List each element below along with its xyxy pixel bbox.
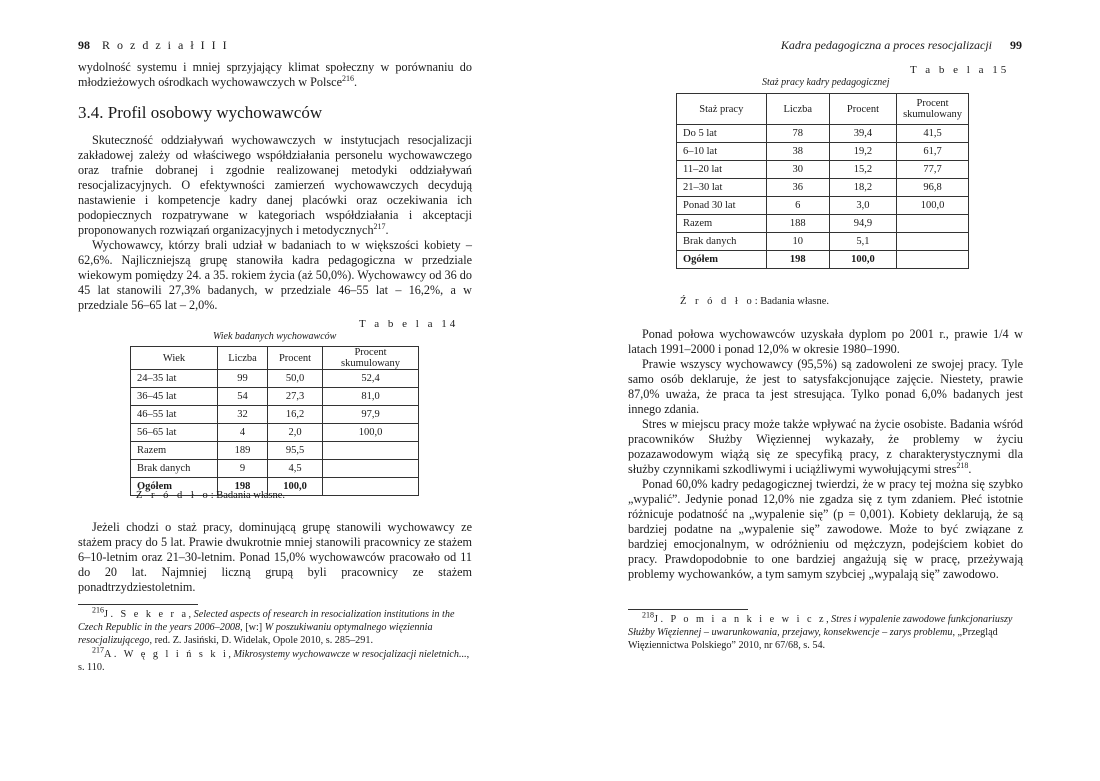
cell: 198 xyxy=(218,478,268,496)
table-row xyxy=(677,179,969,197)
col-header: Liczba xyxy=(218,347,268,370)
footnote-text: , [w:] xyxy=(240,622,265,633)
cell: Ogółem xyxy=(131,478,218,496)
table-15-caption: Staż pracy kadry pedagogicznej xyxy=(762,77,890,88)
footnote-218: $^{218}$J. P o m i a n k i e w i c z, Stres i wypalenie zawodowe funkcjonariuszy Służby Więziennej – uwarunkowania, przejawy, konsekwencje – zarys problemu, „Przegląd Więziennictwa Polskiego” 2010, nr 67/68, s. 54. xyxy=(628,610,1013,651)
cell: 24–35 lat xyxy=(131,370,218,388)
paragraph-2: Wychowawcy, którzy brali udział w badaniach to w większości kobiety – 62,6%. Najliczniejszą grupę stanowiła kadra pedagogiczna w przedziale wiekowym pomiędzy 24. a 35. rokiem życia (aż 50,0%). Wychowawcy od 36 do 45 lat stanowili 27,3% badanych, w przedziale 46–55 lat – 16,2%, a w przedziale 56–65 lat – 2,0%. xyxy=(78,238,472,312)
cell: Ponad 30 lat xyxy=(677,197,767,215)
table-header-row xyxy=(677,94,969,125)
source-label: Ź r ó d ł o xyxy=(136,490,211,501)
cell: 189 xyxy=(218,442,268,460)
table-14-source xyxy=(136,490,285,501)
cell: Brak danych xyxy=(677,233,767,251)
table-15-source xyxy=(680,296,829,307)
paragraph-3: Jeżeli chodzi o staż pracy, dominującą grupę stanowili wychowawcy ze stażem pracy do 5 lat. Prawie dwukrotnie mniej stanowili pracownicy ze stażem 6–10-letnim oraz 21–30-letnim. Ponad 15,0% wychowawców pracowało od 11 do 20 lat. Najmniej liczną grupą byli pracownicy ze stażem ponadtrzydziestoletnim. xyxy=(78,520,472,594)
cell: 100,0 xyxy=(268,478,323,496)
cell: 52,4 xyxy=(323,370,419,388)
cell: Do 5 lat xyxy=(677,125,767,143)
cell: 50,0 xyxy=(268,370,323,388)
cell xyxy=(897,251,969,269)
cell: 6 xyxy=(766,197,829,215)
col-header: Liczba xyxy=(766,94,829,125)
section-title: 3.4. Profil osobowy wychowawców xyxy=(78,103,323,122)
cell xyxy=(897,215,969,233)
cell: 99 xyxy=(218,370,268,388)
cell: Razem xyxy=(131,442,218,460)
running-header-title: Kadra pedagogiczna a proces resocjalizacji xyxy=(780,38,992,52)
table-row xyxy=(131,406,419,424)
left-body-text xyxy=(78,133,472,313)
footnote-ref-218[interactable]: 218 xyxy=(956,460,969,470)
footnote-number: 217 xyxy=(92,645,104,655)
cell: 18,2 xyxy=(829,179,896,197)
source-text: : Badania własne. xyxy=(210,490,286,501)
cell: 27,3 xyxy=(268,388,323,406)
footnote-book: W poszukiwaniu optymalnego więziennia resocjalizującego xyxy=(78,622,433,646)
right-footnotes xyxy=(628,610,1023,653)
cell xyxy=(323,478,419,496)
right-body-text xyxy=(628,327,1023,582)
cell: 188 xyxy=(766,215,829,233)
cell: 16,2 xyxy=(268,406,323,424)
cell: 78 xyxy=(766,125,829,143)
footnote-title: Selected aspects of research in resocialization institutions in the Czech Republic in the years 2006–2008 xyxy=(78,609,455,633)
footnote-number: 216 xyxy=(92,605,104,615)
cell: 36–45 lat xyxy=(131,388,218,406)
paragraph-3: Stres w miejscu pracy może także wpływać na życie osobiste. Badania wśród pracowników Służby Więziennej wykazały, że problemy w życiu pozazawodowym wiążą się ze specyfiką pracy, z charakterystycznymi dla służby czynnikami szkodliwymi i uciążliwymi wywołującymi stres xyxy=(628,417,1023,476)
paragraph-4: Ponad 60,0% kadry pedagogicznej twierdzi, że w pracy tej można się szybko „wypalić”. Jedynie ponad 12,0% nie zgadza się z tym zdaniem. Płeć istotnie różnicuje podatność na „wypalenie się” (p = 0,001). Kobiety deklarują, że są bardziej podatne na „wypalenie się” zawodowe. Może to być związane z bardziej emocjonalnym, w odróżnieniu od mężczyzn, podejściem kobiet do pracy. Prawdopodobnie to one bardziej angażują się w pracę, przeżywają problemy wychowanków, a tym samym szybciej „wypalają się” zawodowo. xyxy=(628,477,1023,581)
table-row xyxy=(677,215,969,233)
paragraph-1: Skuteczność oddziaływań wychowawczych w instytucjach resocjalizacji zakładowej zależy od właściwego współdziałania personelu wychowawczego oraz trafnie dobranej i zgodnie realizowanej metodyki oddziaływań resocjalizacyjnych. O efektywności zamierzeń wychowawczych decydują nastawienie i kompetencje kadry danej placówki oraz oczekiwania ich podopiecznych rozpatrywane w kategoriach współdziałania i akceptacji proponowanych rozwiązań organizacyjnych i metodycznych xyxy=(78,133,472,237)
intro-text-end: . xyxy=(353,75,358,89)
footnote-216: $^{216}$J. S e k e r a, Selected aspects of research in resocialization institutions in the Czech Republic in the years 2006–2008, [w:] W poszukiwaniu optymalnego więziennia resocjalizującego, red. Z. Jasiński, D. Widelak, Opole 2010, s. 285–291. xyxy=(78,605,455,646)
paragraph-2: Prawie wszyscy wychowawcy (95,5%) są zadowoleni ze swojej pracy. Tyle samo osób deklaruje, że jest to satysfakcjonujące zajęcie. Niestety, prawie 87,0% uważa, że praca ta jest stresująca. Tylko ponad 6,0% badanych jest innego zdania. xyxy=(628,357,1023,416)
cell: 36 xyxy=(766,179,829,197)
footnote-text: , red. Z. Jasiński, D. Widelak, Opole 2010, s. 285–291. xyxy=(149,635,374,646)
footnote-ref-217[interactable]: 217 xyxy=(373,221,386,231)
left-page-number: 98 xyxy=(78,38,90,52)
table-row-total xyxy=(677,251,969,269)
footnote-text: , s. 110. xyxy=(78,649,470,673)
left-body-text-2 xyxy=(78,520,472,595)
cell: 4 xyxy=(218,424,268,442)
left-intro-text xyxy=(78,60,472,90)
cell: 4,5 xyxy=(268,460,323,478)
table-row xyxy=(677,143,969,161)
cell: 61,7 xyxy=(897,143,969,161)
cell: 77,7 xyxy=(897,161,969,179)
paragraph-1: Ponad połowa wychowawców uzyskała dyplom po 2001 r., prawie 1/4 w latach 1991–2000 i ponad 12,0% w okresie 1980–1990. xyxy=(628,327,1023,356)
left-footnotes xyxy=(78,605,472,675)
cell: 198 xyxy=(766,251,829,269)
footnote-author: A. W ę g l i ń s k i xyxy=(104,649,229,660)
cell: 6–10 lat xyxy=(677,143,767,161)
cell: 15,2 xyxy=(829,161,896,179)
paragraph-3-end: . xyxy=(968,462,972,476)
cell: 39,4 xyxy=(829,125,896,143)
col-header: Procent xyxy=(268,347,323,370)
cell: 21–30 lat xyxy=(677,179,767,197)
col-header: Procent skumulowany xyxy=(897,94,969,125)
footnote-title: Stres i wypalenie zawodowe funkcjonariuszy Służby Więziennej – uwarunkowania, przejawy, konsekwencje – zarys problemu xyxy=(628,614,1013,638)
cell: 5,1 xyxy=(829,233,896,251)
table-row xyxy=(677,125,969,143)
footnote-number: 218 xyxy=(642,610,654,620)
cell: 94,9 xyxy=(829,215,896,233)
cell: Razem xyxy=(677,215,767,233)
col-header: Staż pracy xyxy=(677,94,767,125)
table-row xyxy=(131,370,419,388)
footnote-author: J. S e k e r a xyxy=(104,609,189,620)
footnote-author: J. P o m i a n k i e w i c z xyxy=(654,614,827,625)
left-running-header xyxy=(78,38,229,53)
table-row xyxy=(131,424,419,442)
table-row xyxy=(131,442,419,460)
cell: 9 xyxy=(218,460,268,478)
cell: 81,0 xyxy=(323,388,419,406)
source-label: Ź r ó d ł o xyxy=(680,296,755,307)
cell: Ogółem xyxy=(677,251,767,269)
cell xyxy=(897,233,969,251)
table-row xyxy=(131,460,419,478)
footnote-title: Mikrosystemy wychowawcze w resocjalizacji nieletnich... xyxy=(233,649,467,660)
table-row xyxy=(677,197,969,215)
cell: 2,0 xyxy=(268,424,323,442)
cell: 38 xyxy=(766,143,829,161)
cell: 95,5 xyxy=(268,442,323,460)
table-14-caption: Wiek badanych wychowawców xyxy=(213,331,337,342)
paragraph-1-end: . xyxy=(385,223,389,237)
source-text: : Badania własne. xyxy=(754,296,830,307)
chapter-header: R o z d z i a ł I I I xyxy=(102,38,229,52)
footnote-ref-216[interactable]: 216 xyxy=(341,73,354,83)
table-15-label: T a b e l a 15 xyxy=(910,64,1010,76)
footnote-text: , „Przegląd Więziennictwa Polskiego” 2010, nr 67/68, s. 54. xyxy=(628,627,998,651)
cell: 41,5 xyxy=(897,125,969,143)
table-14 xyxy=(130,346,419,496)
cell: 54 xyxy=(218,388,268,406)
cell: 32 xyxy=(218,406,268,424)
cell: 96,8 xyxy=(897,179,969,197)
cell xyxy=(323,442,419,460)
table-row xyxy=(131,388,419,406)
cell: 11–20 lat xyxy=(677,161,767,179)
cell: Brak danych xyxy=(131,460,218,478)
col-header: Procent skumulowany xyxy=(323,347,419,370)
table-14-label: T a b e l a 14 xyxy=(359,318,459,330)
cell: 10 xyxy=(766,233,829,251)
table-15 xyxy=(676,93,969,269)
cell: 100,0 xyxy=(897,197,969,215)
cell: 56–65 lat xyxy=(131,424,218,442)
cell: 97,9 xyxy=(323,406,419,424)
col-header: Wiek xyxy=(131,347,218,370)
cell: 100,0 xyxy=(323,424,419,442)
table-row xyxy=(677,233,969,251)
table-row xyxy=(677,161,969,179)
cell: 46–55 lat xyxy=(131,406,218,424)
table-header-row xyxy=(131,347,419,370)
cell: 100,0 xyxy=(829,251,896,269)
right-page-number: 99 xyxy=(1010,38,1022,52)
right-running-header xyxy=(781,38,1022,53)
col-header: Procent xyxy=(829,94,896,125)
cell: 3,0 xyxy=(829,197,896,215)
cell: 30 xyxy=(766,161,829,179)
cell: 19,2 xyxy=(829,143,896,161)
intro-text: wydolność systemu i mniej sprzyjający klimat społeczny w porównaniu do młodzieżowych ośrodkach wychowawczych w Polsce xyxy=(78,60,472,89)
cell xyxy=(323,460,419,478)
right-page xyxy=(550,0,1100,781)
footnote-217: $^{217}$A. W ę g l i ń s k i, Mikrosystemy wychowawcze w resocjalizacji nieletnich..., s. 110. xyxy=(78,645,470,673)
